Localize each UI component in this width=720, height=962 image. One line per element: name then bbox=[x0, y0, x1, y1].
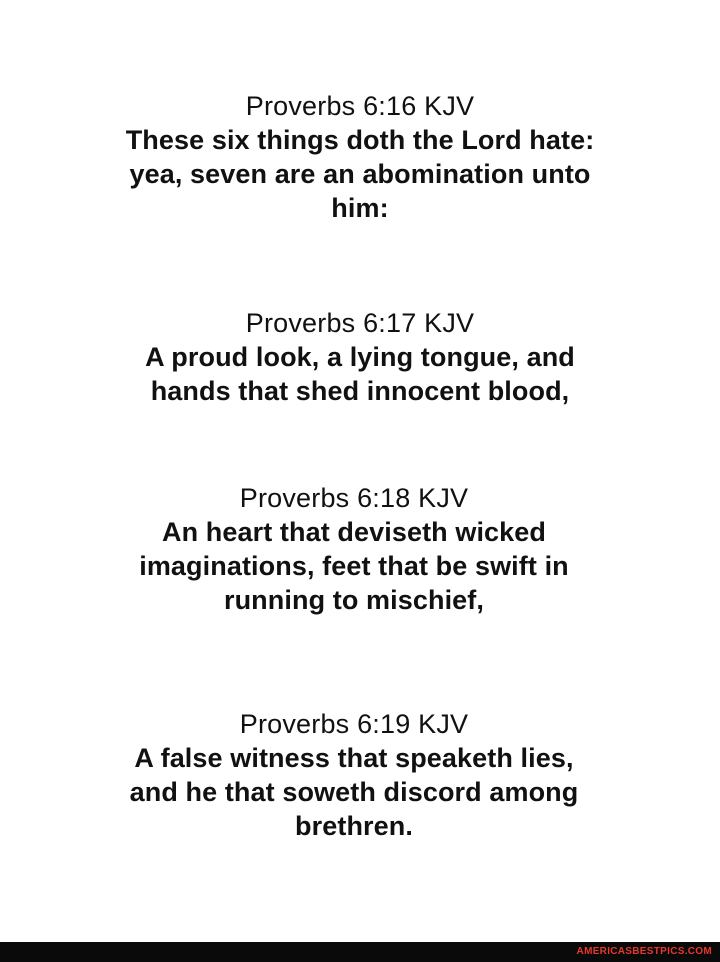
verse-text-line: A proud look, a lying tongue, and bbox=[145, 342, 575, 372]
verse-block-6-16 bbox=[0, 89, 720, 225]
verse-reference: Proverbs 6:17 KJV bbox=[245, 308, 475, 338]
verse-text-line: yea, seven are an abomination unto bbox=[129, 159, 591, 189]
watermark-footer-bar bbox=[0, 942, 720, 962]
verse-text-line: An heart that deviseth wicked bbox=[162, 517, 546, 547]
verse-block-6-19 bbox=[0, 707, 720, 843]
verse-block-6-17 bbox=[0, 306, 720, 408]
verse-reference: Proverbs 6:18 KJV bbox=[239, 483, 469, 513]
verse-text-line: running to mischief, bbox=[223, 585, 484, 615]
verse-text-line: A false witness that speaketh lies, bbox=[134, 743, 574, 773]
verse-text-line: hands that shed innocent blood, bbox=[150, 376, 570, 406]
site-watermark[interactable]: AMERICASBESTPICS.COM bbox=[576, 946, 712, 957]
verse-text-line: imaginations, feet that be swift in bbox=[139, 551, 569, 581]
verse-text-line: These six things doth the Lord hate: bbox=[125, 125, 595, 155]
verse-reference: Proverbs 6:16 KJV bbox=[245, 91, 475, 121]
verse-reference: Proverbs 6:19 KJV bbox=[239, 709, 469, 739]
verse-block-6-18 bbox=[0, 481, 720, 617]
verse-text-line: and he that soweth discord among bbox=[129, 777, 579, 807]
verse-text-line: brethren. bbox=[295, 811, 413, 841]
verse-text-line: him: bbox=[331, 193, 389, 223]
